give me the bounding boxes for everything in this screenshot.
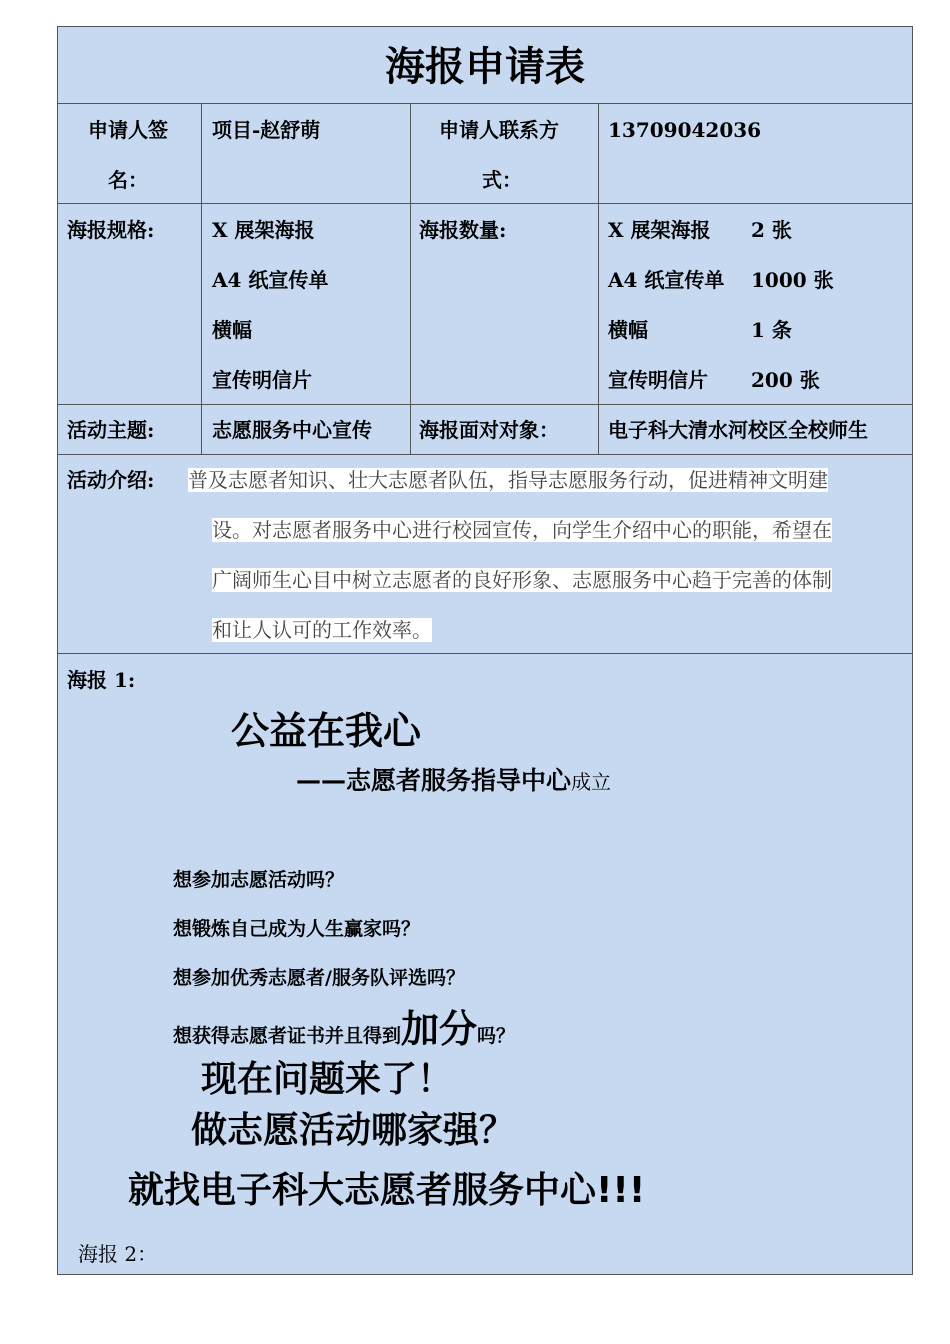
intro-label: 活动介绍: <box>67 468 155 492</box>
spec-item: A4 纸宣传单 <box>212 268 329 292</box>
poster1-big-line: 现在问题来了！ <box>201 1059 454 1100</box>
poster-application-form <box>57 26 913 1275</box>
theme-label: 活动主题: <box>67 418 155 442</box>
row-divider <box>58 103 912 104</box>
column-divider <box>410 103 411 454</box>
row-divider <box>58 404 912 405</box>
poster1-question: 想锻炼自己成为人生赢家吗？ <box>173 918 421 940</box>
theme-value: 志愿服务中心宣传 <box>212 418 372 442</box>
contact-value: 13709042036 <box>608 118 762 142</box>
intro-line: 设。对志愿者服务中心进行校园宣传，向学生介绍中心的职能，希望在 <box>212 518 832 542</box>
poster1-headline: 公益在我心 <box>231 709 422 753</box>
poster1-subtitle <box>296 764 611 801</box>
poster1-question <box>173 1005 515 1061</box>
poster1-subtitle-main: ——志愿者服务指导中心 <box>296 766 572 795</box>
quantity-item-name: A4 纸宣传单 <box>608 268 725 292</box>
quantity-item-name: X 展架海报 <box>608 218 711 242</box>
spec-item: 横幅 <box>212 318 252 342</box>
applicant-value: 项目-赵舒萌 <box>212 118 321 142</box>
poster1-subtitle-tail: 成立 <box>571 770 612 794</box>
quantity-item-count: 2 张 <box>751 218 792 242</box>
poster1-question: 想参加志愿活动吗？ <box>173 869 345 891</box>
spec-item: 宣传明信片 <box>212 368 312 392</box>
contact-label: 申请人联系方 <box>439 118 559 142</box>
intro-text <box>188 455 904 655</box>
column-divider <box>201 103 202 454</box>
quantity-item-count: 1 条 <box>751 318 792 342</box>
column-divider <box>598 103 599 454</box>
quantity-item-count: 1000 张 <box>751 268 834 292</box>
quantity-item-count: 200 张 <box>751 368 820 392</box>
audience-value: 电子科大清水河校区全校师生 <box>608 418 868 442</box>
quantity-item-name: 横幅 <box>608 318 648 342</box>
audience-label: 海报面对对象： <box>419 418 559 442</box>
intro-line: 广阔师生心目中树立志愿者的良好形象、志愿服务中心趋于完善的体制 <box>212 568 832 592</box>
spec-label: 海报规格: <box>67 218 155 242</box>
spec-item: X 展架海报 <box>212 218 315 242</box>
contact-label-cont: 式： <box>482 168 522 192</box>
poster2-label: 海报 2： <box>78 1242 158 1266</box>
quantity-item-name: 宣传明信片 <box>608 368 708 392</box>
intro-line: 和让人认可的工作效率。 <box>212 618 432 642</box>
applicant-label: 申请人签 <box>88 118 168 142</box>
row-divider <box>58 203 912 204</box>
applicant-label-cont: 名： <box>108 168 148 192</box>
poster1-label: 海报 1: <box>67 668 136 692</box>
poster1-question: 想参加优秀志愿者/服务队评选吗？ <box>173 967 465 989</box>
poster1-big-line: 做志愿活动哪家强？ <box>191 1110 516 1151</box>
intro-line: 普及志愿者知识、壮大志愿者队伍，指导志愿服务行动，促进精神文明建 <box>188 468 828 492</box>
poster1-q4-emphasis: 加分 <box>401 1007 478 1051</box>
poster1-q4-suffix: 吗？ <box>477 1025 516 1047</box>
form-title: 海报申请表 <box>385 43 585 90</box>
poster1-big-line: 就找电子科大志愿者服务中心!!! <box>128 1170 646 1211</box>
quantity-label: 海报数量: <box>419 218 507 242</box>
poster1-q4-prefix: 想获得志愿者证书并且得到 <box>173 1025 402 1047</box>
